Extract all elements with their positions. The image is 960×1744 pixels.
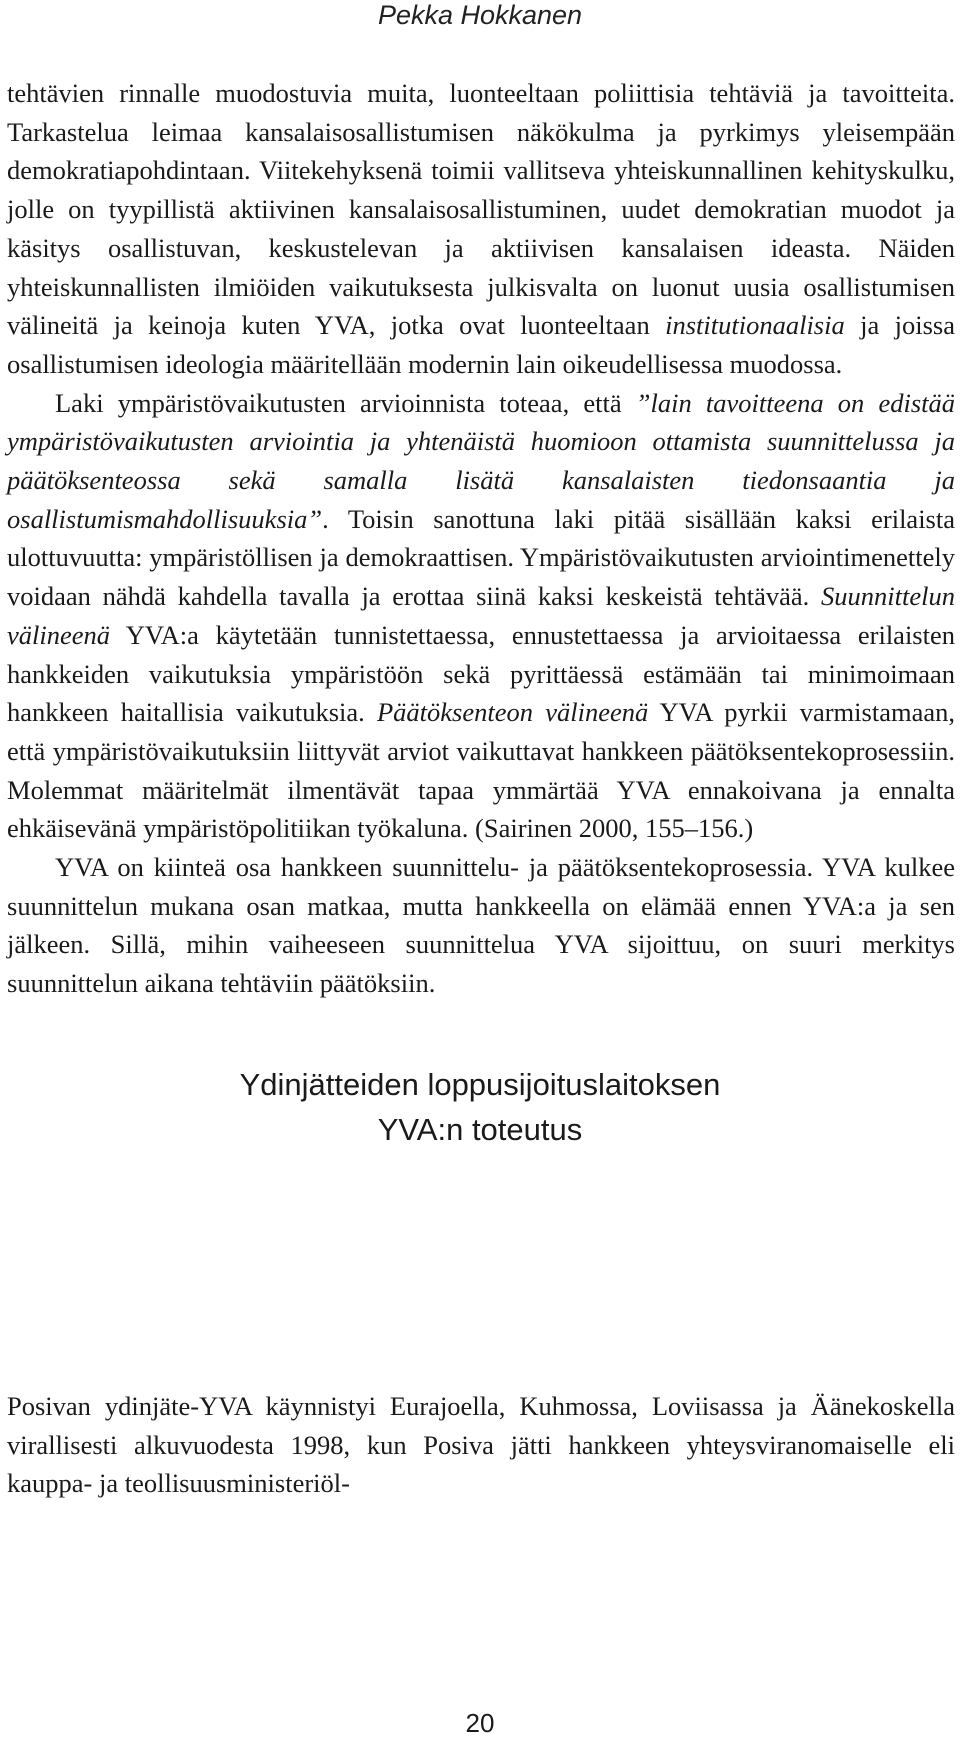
body-text-lower (7, 1387, 955, 1503)
paragraph-1-text: tehtävien rinnalle muodostuvia muita, luonteeltaan poliittisia tehtäviä ja tavoitteita. Tarkastelua leimaa kansalaisosallistumisen näkökulma ja pyrkimys yleisempään demokratiapohdintaan. Viitekehyksenä toimii vallitseva yhteiskunnallinen kehityskulku, jolle on tyypillistä aktiivinen kansalaisosallistuminen, uudet demokratian muodot ja käsitys osallistuvan, keskustelevan ja aktiivisen kansalaisen ideasta. Näiden yhteiskunnallisten ilmiöiden vaikutuksesta julkisvalta on luonut uusia osallistumisen välineitä ja keinoja kuten YVA, jotka ovat luonteeltaan (7, 78, 955, 341)
paragraph-2-text-d: YVA pyrkii varmistamaan, että ympäristövaikutuksiin liittyvät arviot vaikuttavat hankkeen päätöksentekoprosessiin. Molemmat määritelmät ilmentävät tapaa ymmärtää YVA ennakoivana ja ennalta ehkäisevänä ympäristöpolitiikan työkaluna. (Sairinen 2000, 155–156.) (7, 697, 955, 844)
page-number: 20 (465, 1708, 495, 1738)
paragraph-3: YVA on kiinteä osa hankkeen suunnittelu- ja päätöksentekoprosessia. YVA kulkee suunnittelun mukana osan matkaa, mutta hankkeella on elämää ennen YVA:a ja sen jälkeen. Sillä, mihin vaiheeseen suunnittelua YVA sijoittuu, on suuri merkitys suunnittelun aikana tehtäviin päätöksiin. (7, 852, 955, 999)
paragraph-2-text-c: YVA:a käytetään tunnistettaessa, ennustettaessa ja arvioitaessa erilaisten hankkeiden vaikutuksia ympäristöön sekä pyrittäessä estämään tai minimoimaan hankkeen haitallisia vaikutuksia. (7, 619, 955, 728)
paragraph-2-italic-decision: Päätöksenteon välineenä (377, 697, 649, 728)
paragraph-2-text-b: . Toisin sanottuna laki pitää sisällään kaksi erilaista ulottuvuutta: ympäristöllisen ja demokraattisen. Ympäristövaikutusten arviointimenettely voidaan nähdä kahdella tavalla ja erottaa siinä kaksi keskeistä tehtävää. (7, 503, 955, 612)
paragraph-2-law-quote: ”lain tavoitteena on edistää ympäristövaikutusten arviointia ja yhtenäistä huomioon ottamista suunnittelussa ja päätöksenteossa sekä samalla lisätä kansalaisten tiedonsaantia ja osallistumismahdollisuuksia” (7, 387, 955, 534)
paragraph-2 (7, 384, 955, 848)
paragraph-4: Posivan ydinjäte-YVA käynnistyi Eurajoella, Kuhmossa, Loviisassa ja Äänekoskella virallisesti alkuvuodesta 1998, kun Posiva jätti hankkeen yhteysviranomaiselle eli kauppa- ja teollisuusministeriöl- (7, 1391, 955, 1499)
paragraph-2-text-a: Laki ympäristövaikutusten arvioinnista toteaa, että (55, 387, 636, 418)
body-text-upper (7, 74, 955, 1003)
section-heading (0, 1062, 960, 1152)
section-heading-line-2: YVA:n toteutus (377, 1112, 583, 1147)
section-heading-line-1: Ydinjätteiden loppusijoituslaitoksen (239, 1067, 721, 1102)
paragraph-1-text-end: ja joissa osallistumisen ideologia määritellään modernin lain oikeudellisessa muodossa. (7, 310, 955, 379)
paragraph-1-italic: institutionaalisia (665, 310, 845, 341)
running-header-author: Pekka Hokkanen (377, 0, 583, 30)
paragraph-1 (7, 74, 955, 384)
paragraph-2-italic-planning: Suunnittelun välineenä (7, 581, 955, 650)
